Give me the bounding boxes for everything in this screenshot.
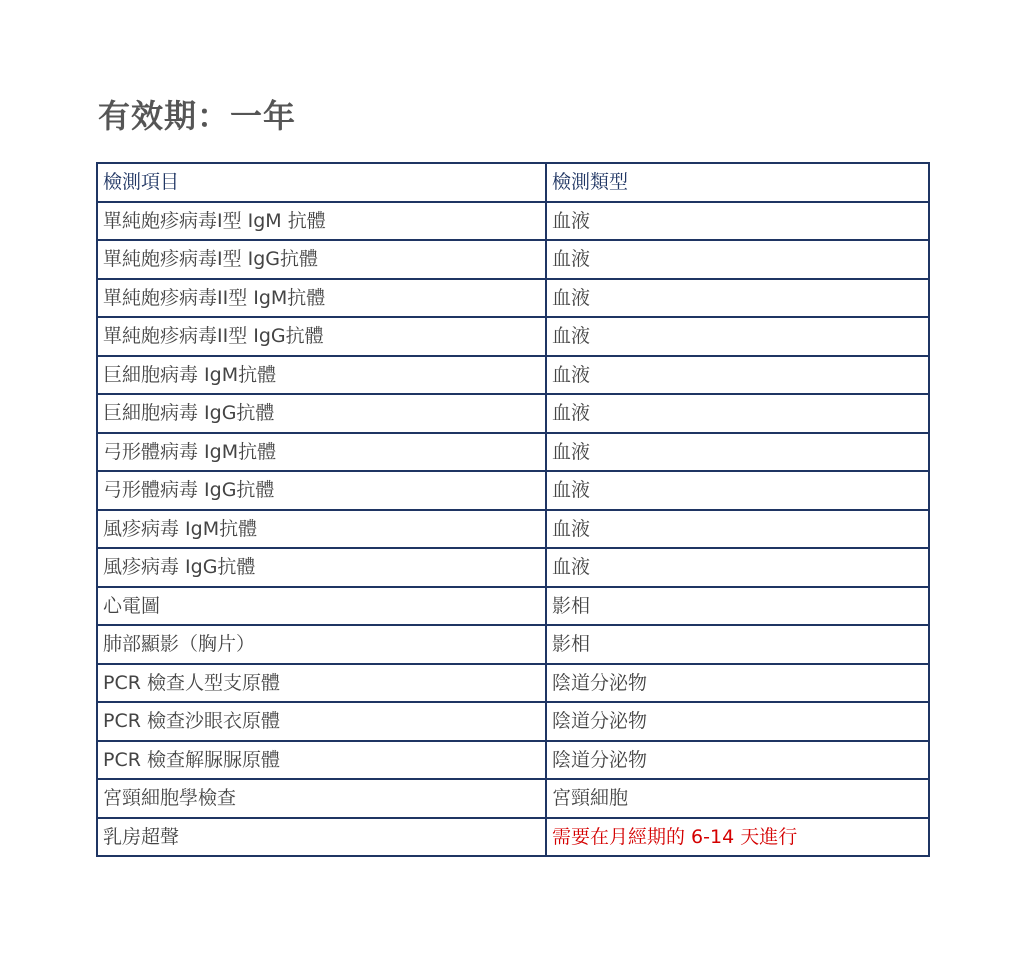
table-header-row bbox=[97, 163, 929, 202]
table-row bbox=[97, 702, 929, 741]
table-row bbox=[97, 471, 929, 510]
test-item-cell: 單純皰疹病毒I型 IgM 抗體 bbox=[97, 202, 546, 241]
test-type-cell: 血液 bbox=[546, 394, 929, 433]
table-row bbox=[97, 818, 929, 857]
table-row bbox=[97, 664, 929, 703]
table-row bbox=[97, 548, 929, 587]
test-type-cell: 血液 bbox=[546, 279, 929, 318]
test-item-cell: 肺部顯影（胸片） bbox=[97, 625, 546, 664]
test-item-cell: 弓形體病毒 IgG抗體 bbox=[97, 471, 546, 510]
test-item-cell: 乳房超聲 bbox=[97, 818, 546, 857]
test-item-cell: 弓形體病毒 IgM抗體 bbox=[97, 433, 546, 472]
test-type-cell: 影相 bbox=[546, 625, 929, 664]
test-type-cell: 血液 bbox=[546, 356, 929, 395]
test-item-cell: 宮頸細胞學檢查 bbox=[97, 779, 546, 818]
table-row bbox=[97, 625, 929, 664]
test-type-cell: 血液 bbox=[546, 317, 929, 356]
test-item-cell: 單純皰疹病毒II型 IgM抗體 bbox=[97, 279, 546, 318]
test-type-cell: 血液 bbox=[546, 471, 929, 510]
test-items-table bbox=[96, 162, 930, 857]
test-type-cell: 陰道分泌物 bbox=[546, 741, 929, 780]
table-row bbox=[97, 741, 929, 780]
table-row bbox=[97, 356, 929, 395]
table-row bbox=[97, 394, 929, 433]
test-item-cell: 巨細胞病毒 IgM抗體 bbox=[97, 356, 546, 395]
test-item-cell: 心電圖 bbox=[97, 587, 546, 626]
test-type-cell: 血液 bbox=[546, 510, 929, 549]
test-item-cell: PCR 檢查人型支原體 bbox=[97, 664, 546, 703]
test-type-cell: 血液 bbox=[546, 202, 929, 241]
page-title: 有效期：一年 bbox=[98, 97, 297, 135]
test-type-cell: 宮頸細胞 bbox=[546, 779, 929, 818]
table-row bbox=[97, 510, 929, 549]
table-row bbox=[97, 202, 929, 241]
header-test-item: 檢測項目 bbox=[97, 163, 546, 202]
test-item-cell: 巨細胞病毒 IgG抗體 bbox=[97, 394, 546, 433]
table-row bbox=[97, 279, 929, 318]
table-row bbox=[97, 240, 929, 279]
test-item-cell: PCR 檢查沙眼衣原體 bbox=[97, 702, 546, 741]
test-type-cell: 陰道分泌物 bbox=[546, 702, 929, 741]
table-row bbox=[97, 587, 929, 626]
test-item-cell: 單純皰疹病毒I型 IgG抗體 bbox=[97, 240, 546, 279]
test-item-cell: 單純皰疹病毒II型 IgG抗體 bbox=[97, 317, 546, 356]
test-type-cell: 影相 bbox=[546, 587, 929, 626]
table-row bbox=[97, 433, 929, 472]
table-row bbox=[97, 779, 929, 818]
table-row bbox=[97, 317, 929, 356]
test-type-cell: 陰道分泌物 bbox=[546, 664, 929, 703]
test-type-cell: 血液 bbox=[546, 548, 929, 587]
test-type-cell: 血液 bbox=[546, 433, 929, 472]
test-type-cell: 血液 bbox=[546, 240, 929, 279]
header-test-type: 檢測類型 bbox=[546, 163, 929, 202]
test-type-note: 需要在月經期的 6-14 天進行 bbox=[546, 818, 929, 857]
test-item-cell: 風疹病毒 IgG抗體 bbox=[97, 548, 546, 587]
test-item-cell: PCR 檢查解脲脲原體 bbox=[97, 741, 546, 780]
test-item-cell: 風疹病毒 IgM抗體 bbox=[97, 510, 546, 549]
